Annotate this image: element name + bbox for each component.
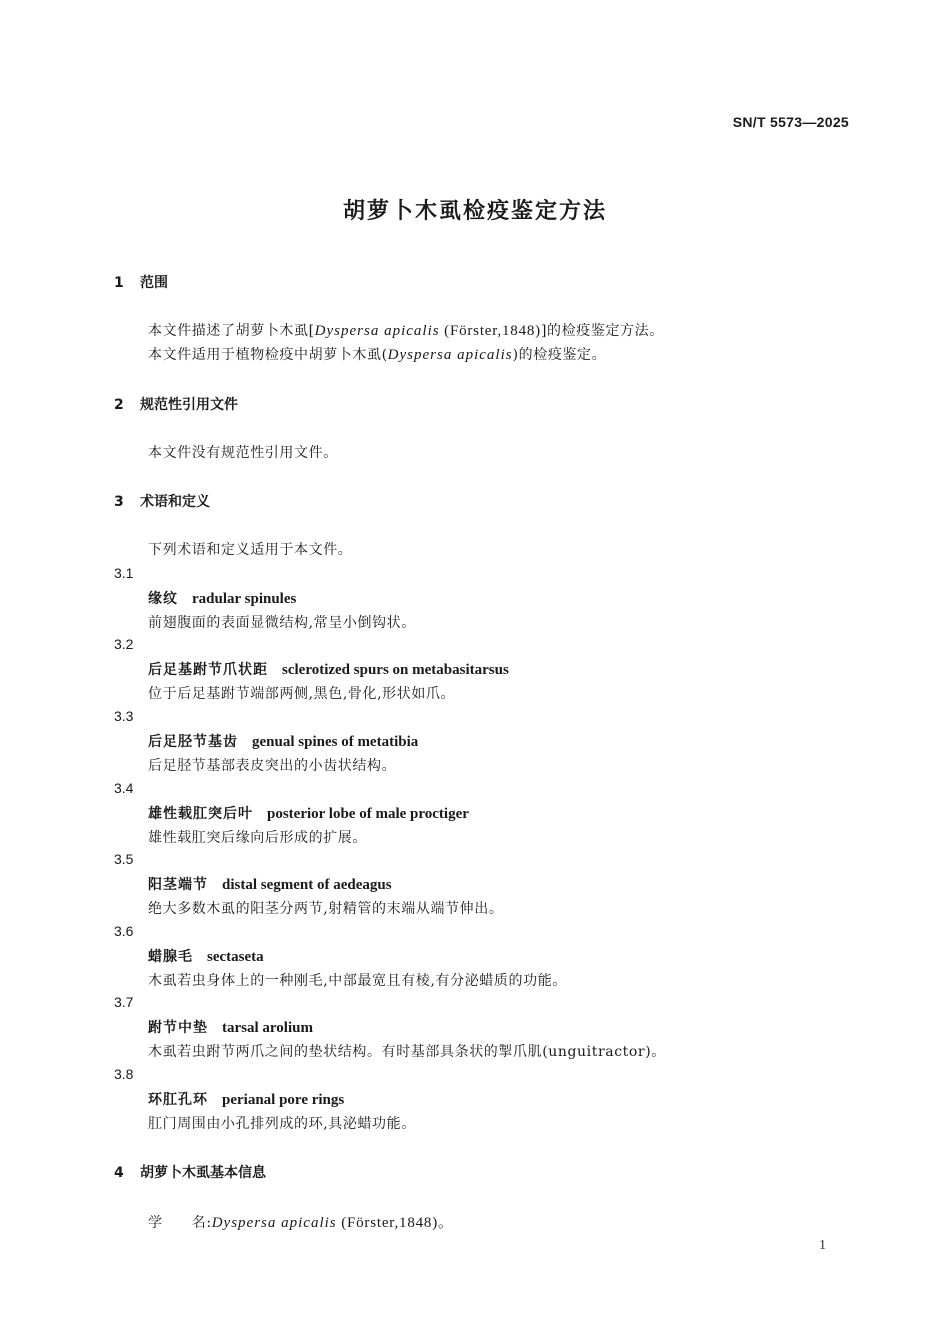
term-en: perianal pore rings bbox=[222, 1092, 345, 1108]
term-entry bbox=[148, 731, 418, 751]
term-en: genual spines of metatibia bbox=[252, 734, 419, 750]
term-zh: 雄性载肛突后叶 bbox=[148, 806, 253, 822]
term-en: sectaseta bbox=[207, 949, 264, 965]
text: 本文件适用于植物检疫中胡萝卜木虱( bbox=[148, 347, 388, 363]
term-zh: 阳茎端节 bbox=[148, 877, 208, 893]
section-number: 1 bbox=[114, 275, 124, 291]
term-number: 3.1 bbox=[114, 565, 134, 581]
section-heading-2 bbox=[114, 394, 238, 414]
normative-paragraph: 本文件没有规范性引用文件。 bbox=[148, 445, 338, 461]
term-zh: 蜡腺毛 bbox=[148, 949, 193, 965]
term-definition: 绝大多数木虱的阳茎分两节,射精管的末端从端节伸出。 bbox=[148, 901, 504, 917]
term-definition: 后足胫节基部表皮突出的小齿状结构。 bbox=[148, 758, 397, 774]
term-en: posterior lobe of male proctiger bbox=[267, 806, 469, 822]
species-name: Dyspersa apicalis bbox=[314, 323, 440, 339]
term-entry bbox=[148, 946, 264, 966]
section-number: 4 bbox=[114, 1165, 124, 1181]
text: )的检疫鉴定。 bbox=[512, 347, 607, 363]
term-entry bbox=[148, 588, 296, 608]
term-entry bbox=[148, 874, 392, 894]
term-number: 3.7 bbox=[114, 994, 134, 1010]
page-number: 1 bbox=[819, 1238, 826, 1253]
section-title: 范围 bbox=[140, 275, 168, 291]
section-number: 2 bbox=[114, 397, 124, 413]
species-name: Dyspersa apicalis bbox=[387, 347, 513, 363]
species-name: Dyspersa apicalis bbox=[211, 1215, 337, 1231]
label: 学 名: bbox=[148, 1215, 212, 1231]
term-number: 3.4 bbox=[114, 780, 134, 796]
term-zh: 跗节中垫 bbox=[148, 1020, 208, 1036]
term-definition: 位于后足基跗节端部两侧,黑色,骨化,形状如爪。 bbox=[148, 686, 456, 702]
term-definition: 前翅腹面的表面显微结构,常呈小倒钩状。 bbox=[148, 615, 416, 631]
term-zh: 环肛孔环 bbox=[148, 1092, 208, 1108]
term-en: distal segment of aedeagus bbox=[222, 877, 392, 893]
term-entry bbox=[148, 1017, 313, 1037]
term-en: tarsal arolium bbox=[222, 1020, 313, 1036]
term-definition: 木虱若虫身体上的一种刚毛,中部最宽且有棱,有分泌蜡质的功能。 bbox=[148, 973, 567, 989]
section-heading-1 bbox=[114, 272, 168, 292]
section-title: 规范性引用文件 bbox=[140, 397, 238, 413]
section-heading-3 bbox=[114, 491, 210, 511]
scope-paragraph-1 bbox=[148, 320, 664, 340]
term-number: 3.5 bbox=[114, 851, 134, 867]
text: 本文件描述了胡萝卜木虱[ bbox=[148, 323, 315, 339]
terms-intro: 下列术语和定义适用于本文件。 bbox=[148, 542, 353, 558]
text: ]的检疫鉴定方法。 bbox=[540, 323, 664, 339]
term-zh: 缘纹 bbox=[148, 591, 178, 607]
term-entry bbox=[148, 1089, 344, 1109]
term-definition: 雄性载肛突后缘向后形成的扩展。 bbox=[148, 830, 367, 846]
term-zh: 后足基跗节爪状距 bbox=[148, 662, 268, 678]
term-en: radular spinules bbox=[192, 591, 297, 607]
term-definition: 肛门周围由小孔排列成的环,具泌蜡功能。 bbox=[148, 1116, 416, 1132]
section-title: 术语和定义 bbox=[140, 494, 210, 510]
standard-number: SN/T 5573—2025 bbox=[732, 114, 849, 130]
term-number: 3.3 bbox=[114, 708, 134, 724]
section-number: 3 bbox=[114, 494, 124, 510]
document-title: 胡萝卜木虱检疫鉴定方法 bbox=[342, 199, 607, 224]
term-zh: 后足胫节基齿 bbox=[148, 734, 238, 750]
term-number: 3.6 bbox=[114, 923, 134, 939]
term-number: 3.8 bbox=[114, 1066, 134, 1082]
scientific-name-line bbox=[148, 1211, 454, 1232]
section-heading-4 bbox=[114, 1162, 266, 1182]
term-entry bbox=[148, 659, 509, 679]
author-citation: (Förster,1848) bbox=[439, 323, 541, 339]
term-number: 3.2 bbox=[114, 636, 134, 652]
term-definition: 木虱若虫跗节两爪之间的垫状结构。有时基部具条状的掣爪肌(unguitractor)。 bbox=[148, 1044, 666, 1060]
term-en: sclerotized spurs on metabasitarsus bbox=[282, 662, 509, 678]
term-entry bbox=[148, 803, 469, 823]
section-title: 胡萝卜木虱基本信息 bbox=[140, 1165, 266, 1181]
scope-paragraph-2 bbox=[148, 344, 606, 364]
author-citation: (Förster,1848)。 bbox=[336, 1215, 454, 1231]
